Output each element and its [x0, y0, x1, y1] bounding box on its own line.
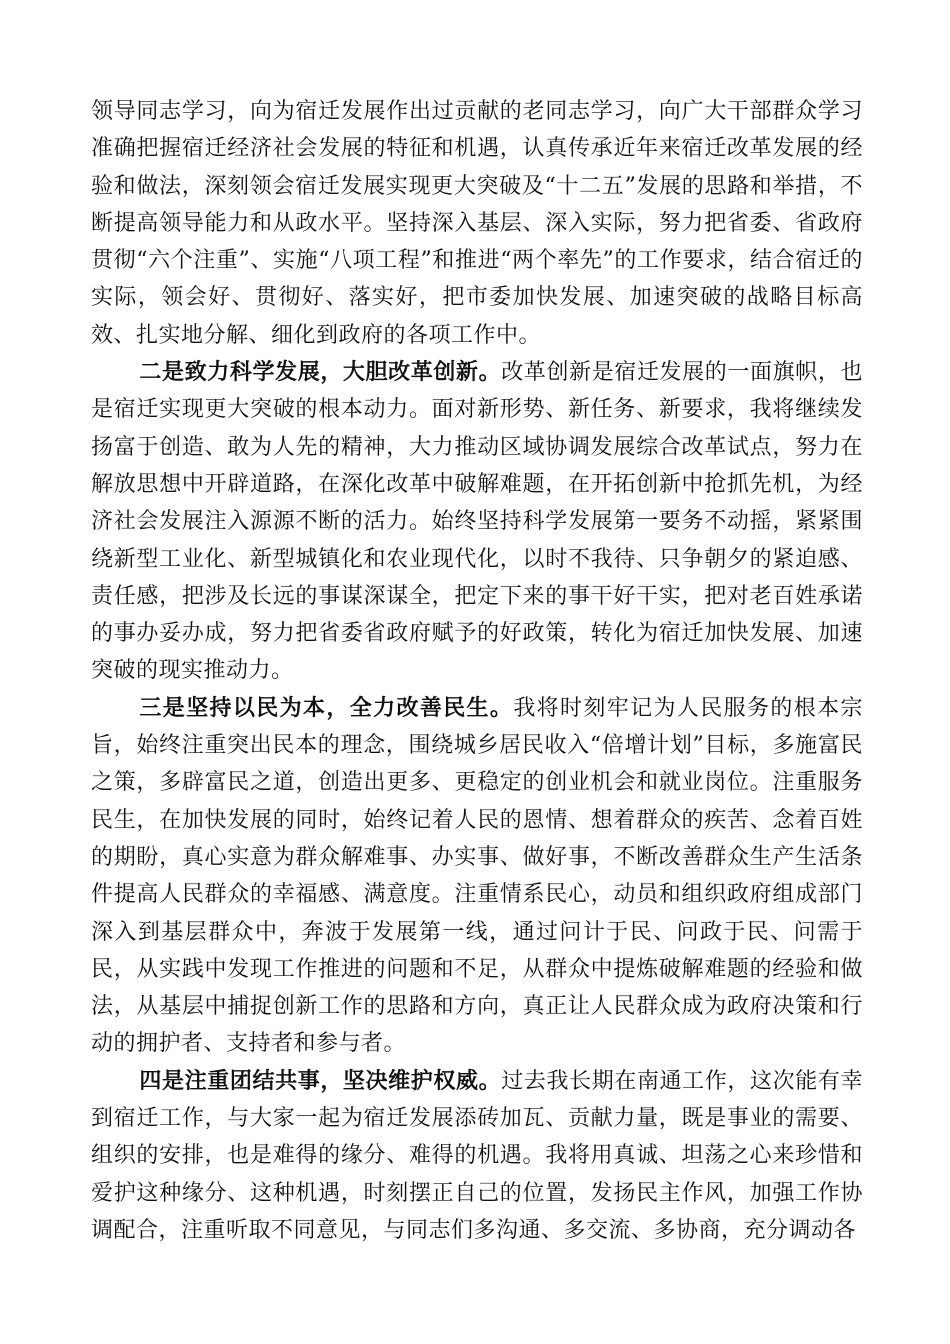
- paragraph-lead: 三是坚持以民为本，全力改善民生。: [139, 694, 514, 721]
- paragraph-text: 过去我长期在南通工作，这次能有幸到宿迁工作，与大家一起为宿迁发展添砖加瓦、贡献力量，既是事业的需要、组织的安排，也是难得的缘分、难得的机遇。我将用真诚、坦荡之心来珍惜和爱护这种缘分、这种机遇，时刻摆正自己的位置，发扬民主作风，加强工作协调配合，注重听取不同意见，与同志们多沟通、多交流、多协商，充分调动各: [91, 1068, 863, 1243]
- paragraph-point-three: [91, 690, 863, 1063]
- paragraph-point-four: [91, 1063, 863, 1249]
- body-text: [91, 93, 863, 1249]
- paragraph-continuation: [91, 93, 863, 354]
- paragraph-lead: 二是致力科学发展，大胆改革创新。: [139, 359, 502, 386]
- paragraph-text: 改革创新是宿迁发展的一面旗帜，也是宿迁实现更大突破的根本动力。面对新形势、新任务、新要求，我将继续发扬富于创造、敢为人先的精神，大力推动区域协调发展综合改革试点，努力在解放思想中开辟道路，在深化改革中破解难题，在开拓创新中抢抓先机，为经济社会发展注入源源不断的活力。始终坚持科学发展第一要务不动摇，紧紧围绕新型工业化、新型城镇化和农业现代化，以时不我待、只争朝夕的紧迫感、责任感，把涉及长远的事谋深谋全，把定下来的事干好干实，把对老百姓承诺的事办妥办成，努力把省委省政府赋予的好政策，转化为宿迁加快发展、加速突破的现实推动力。: [91, 360, 863, 684]
- paragraph-text: 我将时刻牢记为人民服务的根本宗旨，始终注重突出民本的理念，围绕城乡居民收入“倍增计划”目标，多施富民之策，多辟富民之道，创造出更多、更稳定的创业机会和就业岗位。注重服务民生，在加快发展的同时，始终记着人民的恩情、想着群众的疾苦、念着百姓的期盼，真心实意为群众解难事、办实事、做好事，不断改善群众生产生活条件提高人民群众的幸福感、满意度。注重情系民心，动员和组织政府组成部门深入到基层群众中，奔波于发展第一线，通过问计于民、问政于民、问需于民，从实践中发现工作推进的问题和不足，从群众中提炼破解难题的经验和做法，从基层中捕捉创新工作的思路和方向，真正让人民群众成为政府决策和行动的拥护者、支持者和参与者。: [91, 695, 863, 1057]
- paragraph-lead: 四是注重团结共事，坚决维护权威。: [139, 1067, 502, 1094]
- paragraph-text: 领导同志学习，向为宿迁发展作出过贡献的老同志学习，向广大干部群众学习准确把握宿迁经济社会发展的特征和机遇，认真传承近年来宿迁改革发展的经验和做法，深刻领会宿迁发展实现更大突破及“十二五”发展的思路和举措，不断提高领导能力和从政水平。坚持深入基层、深入实际，努力把省委、省政府贯彻“六个注重”、实施“八项工程”和推进“两个率先”的工作要求，结合宿迁的实际，领会好、贯彻好、落实好，把市委加快发展、加速突破的战略目标高效、扎实地分解、细化到政府的各项工作中。: [91, 99, 863, 348]
- paragraph-point-two: [91, 354, 863, 690]
